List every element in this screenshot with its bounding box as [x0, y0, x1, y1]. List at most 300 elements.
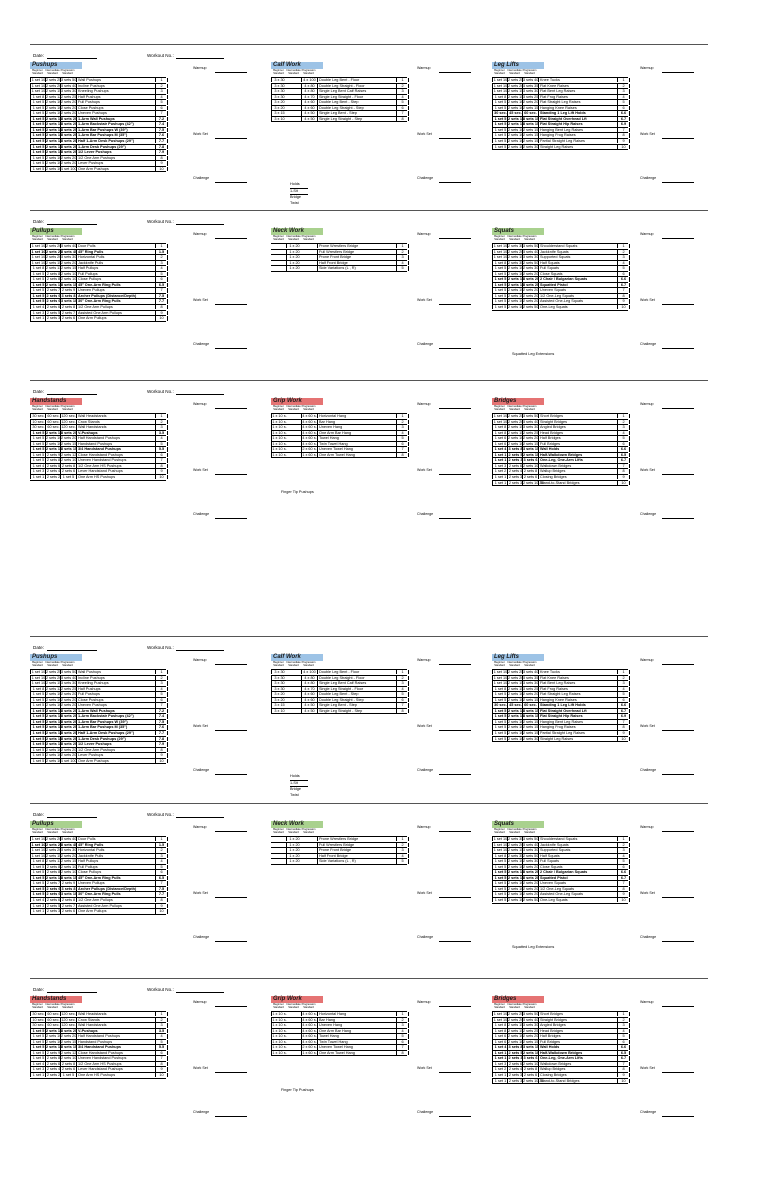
standard-cell: 1 set 10: [31, 853, 46, 858]
warmup-label: Warmup: [640, 402, 654, 406]
step-level: 1: [155, 78, 168, 82]
exercise-name: 45° One-Arm Ring Pulls: [76, 283, 156, 287]
table-row: [492, 737, 628, 743]
exercise-name: V-Pushups: [76, 1029, 156, 1033]
warmup-entry-line[interactable]: [662, 1006, 694, 1007]
step-level: 2: [155, 848, 168, 852]
standard-cell: 2 sets 2: [46, 1073, 61, 1078]
standard-cell: 1 set 5: [30, 447, 46, 451]
challenge-entry-line[interactable]: [662, 774, 694, 775]
exercise-name: Uneven Handstand Pushups: [76, 1056, 156, 1060]
exercise-name: Jackknife Pulls: [76, 854, 156, 858]
challenge-entry-line[interactable]: [439, 1116, 471, 1117]
column-header: Beginner Standard: [32, 69, 43, 75]
table-header: [492, 1004, 628, 1012]
challenge-label: Challenge: [193, 768, 210, 772]
column-header: Beginner Standard: [494, 828, 505, 834]
column-header: Beginner Standard: [494, 661, 505, 667]
section-title-pushups: Pushups: [30, 62, 82, 69]
step-level: 9: [617, 892, 630, 896]
section-title-calf: Calf Work: [271, 62, 323, 69]
standard-cell: 2 sets 6: [46, 305, 61, 310]
column-header: Intermediate Standard: [507, 69, 522, 75]
warmup-entry-line[interactable]: [439, 831, 471, 832]
standard-cell: 60 sec.: [45, 1018, 61, 1022]
work-set-entry-line[interactable]: [439, 897, 471, 898]
standard-cell: 1 set 5: [492, 709, 508, 713]
standard-cell: 3 sets 50: [523, 244, 539, 248]
standard-cell: 2 sets 10: [46, 447, 63, 452]
standard-cell: 1 set 5: [492, 731, 508, 735]
work-set-label: Work Set: [193, 298, 208, 302]
challenge-label: Challenge: [417, 512, 434, 516]
note-text: Twist: [290, 200, 299, 205]
step-level: 6.7: [617, 709, 630, 713]
step-level: 8: [617, 294, 630, 298]
exercise-name: Double Leg Bent - Step: [317, 100, 397, 104]
work-set-entry-line[interactable]: [439, 1072, 471, 1073]
exercise-name: Full Pushups: [76, 100, 156, 104]
date-field[interactable]: [47, 992, 97, 993]
standard-cell: 2 sets 25: [46, 670, 62, 674]
exercise-name: 1-Arm Desk Pushups (29"): [76, 737, 156, 741]
standard-cell: 1 set 8: [30, 687, 46, 691]
warmup-entry-line[interactable]: [662, 72, 694, 73]
standard-cell: 1 set 5: [30, 1040, 46, 1044]
standard-cell: 3 sets 15: [523, 1045, 540, 1050]
date-field[interactable]: [47, 394, 97, 395]
step-level: 1: [617, 670, 630, 674]
table-header: [492, 70, 628, 78]
challenge-entry-line[interactable]: [439, 518, 471, 519]
column-header: Beginner Standard: [494, 235, 505, 241]
standard-cell: 3 sets 20: [61, 127, 78, 132]
standard-cell: 1 set 8: [492, 261, 508, 265]
standard-cell: 2 sets 10: [508, 266, 524, 271]
work-set-entry-line[interactable]: [215, 1072, 247, 1073]
warmup-label: Warmup: [193, 1000, 207, 1004]
exercise-name: Wall Pushups: [76, 78, 156, 82]
exercise-name: Closing Bridges: [538, 475, 618, 479]
challenge-entry-line[interactable]: [439, 941, 471, 942]
standard-cell: 4 x 60 s.: [302, 425, 317, 430]
exercise-name: Half 1-Arm Desk Pushups (29"): [76, 731, 156, 735]
work-set-entry-line[interactable]: [662, 304, 694, 305]
step-level: 4: [396, 261, 409, 265]
exercise-name: 1-Arm Bar Pushups M (35"): [76, 133, 156, 137]
standard-cell: 1 set 5: [30, 892, 46, 896]
work-set-entry-line[interactable]: [662, 1072, 694, 1073]
warmup-entry-line[interactable]: [215, 1006, 247, 1007]
exercise-name: Double Leg Bent - Floor: [317, 670, 397, 674]
step-level: 9: [617, 1073, 630, 1077]
step-level: 7.5: [155, 128, 168, 132]
work-set-label: Work Set: [640, 1066, 655, 1070]
challenge-entry-line[interactable]: [215, 774, 247, 775]
standard-cell: 2 sets 35: [508, 853, 524, 858]
exercise-name: Single Leg Bent - Step: [317, 703, 397, 707]
step-level: 4: [155, 95, 168, 99]
challenge-label: Challenge: [640, 176, 657, 180]
workout-no-field[interactable]: [176, 394, 224, 395]
section-title-neck: Neck Work: [271, 228, 323, 235]
date-field[interactable]: [47, 650, 97, 651]
step-level: 10: [155, 1073, 168, 1077]
column-header: Intermediate Standard: [45, 405, 60, 411]
standard-cell: 2 sets 5: [508, 452, 523, 457]
warmup-entry-line[interactable]: [662, 664, 694, 665]
challenge-entry-line[interactable]: [662, 518, 694, 519]
exercise-name: Towel Hang: [317, 1034, 397, 1038]
warmup-entry-line[interactable]: [439, 664, 471, 665]
standard-cell: 2 sets 10: [46, 708, 63, 713]
step-level: 2: [396, 420, 409, 424]
step-level: 7: [396, 111, 409, 115]
exercise-name: Half Front Bridge: [317, 854, 397, 858]
date-field[interactable]: [47, 58, 97, 59]
warmup-label: Warmup: [193, 232, 207, 236]
standard-cell: 1 set 4: [30, 898, 46, 902]
challenge-entry-line[interactable]: [215, 348, 247, 349]
workout-no-field[interactable]: [176, 650, 224, 651]
step-level: 2: [396, 84, 409, 88]
challenge-entry-line[interactable]: [662, 941, 694, 942]
table-header: [30, 829, 166, 837]
standard-cell: 2 sets 20: [523, 864, 539, 869]
standard-cell: 3 x 30: [271, 89, 287, 93]
standard-cell: 2 sets 50: [523, 260, 539, 265]
standard-cell: 2 sets 10: [508, 144, 524, 149]
warmup-entry-line[interactable]: [439, 1006, 471, 1007]
table-header: [30, 1004, 166, 1012]
exercise-name: Flat Straight Hip Raises: [538, 714, 618, 718]
column-header: Intermediate Standard: [286, 235, 301, 241]
standard-cell: 60 sec.: [45, 425, 61, 429]
warmup-entry-line[interactable]: [215, 408, 247, 409]
column-header: Beginner Standard: [32, 405, 43, 411]
exercise-name: Angled Bridges: [538, 1023, 618, 1027]
date-label: Date:: [33, 812, 44, 817]
standard-cell: 2 sets 20: [61, 260, 77, 265]
standard-cell: 2 sets 20: [523, 271, 539, 276]
standard-cell: 3 sets 40: [523, 419, 539, 424]
step-level: 7: [396, 703, 409, 707]
standard-cell: 3 sets 40: [523, 670, 539, 674]
standard-cell: 2 sets 10: [46, 719, 63, 724]
step-level: 1: [396, 414, 409, 418]
column-header: Progression Standard: [522, 235, 537, 241]
work-set-entry-line[interactable]: [215, 138, 247, 139]
table-header: [492, 829, 628, 837]
exercise-name: Full Pullups: [76, 865, 156, 869]
warmup-entry-line[interactable]: [662, 408, 694, 409]
challenge-label: Challenge: [640, 1110, 657, 1114]
step-level: 9: [617, 299, 630, 303]
challenge-label: Challenge: [640, 768, 657, 772]
challenge-entry-line[interactable]: [662, 182, 694, 183]
warmup-entry-line[interactable]: [439, 72, 471, 73]
standard-cell: 2 sets 5: [46, 903, 61, 908]
warmup-entry-line[interactable]: [439, 408, 471, 409]
standard-cell: 2 sets 10: [46, 714, 63, 719]
work-set-entry-line[interactable]: [215, 474, 247, 475]
step-level: 4: [155, 859, 168, 863]
standard-cell: 1 x 60 s.: [302, 1050, 317, 1055]
standard-cell: 3 sets 20: [523, 875, 540, 880]
standard-cell: 3 sets 15: [523, 116, 540, 121]
date-label: Date:: [33, 645, 44, 650]
exercise-name: One Arm Pullups: [76, 909, 156, 913]
standard-cell: 2 sets 20: [46, 244, 62, 248]
standard-cell: 4 x 60: [301, 698, 317, 702]
exercise-name: Standing 1 Leg Lift Holds: [538, 111, 618, 115]
column-header: Progression Standard: [60, 235, 75, 241]
standard-cell: 2 sets 15: [46, 681, 62, 686]
standard-cell: 3 sets 50: [523, 1012, 539, 1016]
standard-cell: 4 x 50: [301, 703, 317, 707]
standard-cell: 2 sets 9: [61, 881, 76, 886]
step-level: 3: [155, 1023, 168, 1027]
exercise-name: 1-Arm Backstair Pushups (42"): [76, 714, 156, 718]
exercise-name: 1/2 Lever Pushups: [76, 150, 156, 154]
work-set-entry-line[interactable]: [662, 138, 694, 139]
exercise-name: One Arm Bar Hang: [317, 431, 397, 435]
challenge-entry-line[interactable]: [215, 518, 247, 519]
exercise-name: Wall Holds: [538, 1045, 618, 1049]
standard-cell: 1 set 5: [30, 703, 46, 707]
step-level: 3: [396, 1023, 409, 1027]
exercise-table-calf: [271, 662, 407, 714]
exercise-name: Kneeling Pushups: [76, 89, 156, 93]
standard-cell: 1 set 5: [30, 714, 46, 718]
challenge-entry-line[interactable]: [215, 941, 247, 942]
standard-cell: 1 set 3: [30, 469, 46, 473]
step-level: 6: [617, 698, 630, 702]
exercise-name: Wall Headstands: [76, 414, 156, 418]
standard-cell: 4 x 60 s.: [302, 1017, 317, 1022]
exercise-name: Horizontal Pulls: [76, 255, 156, 259]
exercise-name: Handstand Pushups: [76, 1040, 156, 1044]
exercise-name: Flat Frog Raises: [538, 95, 618, 99]
block-divider: [30, 803, 708, 804]
work-set-entry-line[interactable]: [439, 138, 471, 139]
standard-cell: 1 set 5: [492, 898, 508, 902]
work-set-entry-line[interactable]: [215, 730, 247, 731]
exercise-name: 1-Arm Wall Pushups: [76, 117, 156, 121]
standard-cell: 2 sets 20: [523, 288, 539, 293]
standard-cell: 1 set 1: [30, 909, 46, 913]
standard-cell: 1 set 6: [492, 1034, 508, 1038]
section-title-grip: Grip Work: [271, 398, 323, 405]
standard-cell: 2 sets 10: [508, 271, 524, 276]
standard-cell: 2 sets 8: [46, 277, 61, 282]
standard-cell: 2 sets 10: [508, 886, 524, 891]
standard-cell: 1 set 1: [492, 1073, 508, 1077]
table-header: [271, 662, 407, 670]
workout-no-field[interactable]: [176, 817, 224, 818]
work-set-entry-line[interactable]: [439, 474, 471, 475]
exercise-name: 45° Ring Pulls: [76, 843, 156, 847]
work-set-entry-line[interactable]: [662, 897, 694, 898]
step-level: 10: [155, 909, 168, 913]
standard-cell: 2 sets 20: [523, 1034, 539, 1039]
standard-cell: 1 set 5: [492, 283, 508, 287]
standard-cell: 2 sets 20: [508, 419, 524, 424]
standard-cell: 2 sets 10: [523, 463, 539, 468]
step-level: 1: [396, 244, 409, 248]
standard-cell: 1 x 20: [286, 837, 302, 841]
work-set-entry-line[interactable]: [439, 304, 471, 305]
standard-cell: 2 sets 15: [523, 1039, 539, 1044]
standard-cell: 45 sec.: [507, 111, 523, 115]
work-set-entry-line[interactable]: [662, 730, 694, 731]
workout-no-field[interactable]: [176, 224, 224, 225]
warmup-entry-line[interactable]: [662, 831, 694, 832]
exercise-name: Full Pullups: [76, 272, 156, 276]
standard-cell: 2 sets 10: [508, 731, 524, 736]
standard-cell: 3 x 30: [271, 687, 287, 691]
step-level: 7: [617, 464, 630, 468]
standard-cell: 1 set 1: [492, 458, 508, 462]
standard-cell: 1 set 10: [493, 89, 508, 94]
exercise-name: Flat Straight Overhead Lft: [538, 117, 618, 121]
block-divider: [30, 210, 708, 211]
exercise-name: Half Pushups: [76, 687, 156, 691]
column-header: Progression Standard: [301, 235, 316, 241]
warmup-label: Warmup: [640, 658, 654, 662]
standard-cell: 30 sec.: [30, 425, 46, 429]
standard-cell: 2 sets 10: [523, 1061, 539, 1066]
standard-cell: 2 sets 10: [508, 714, 525, 719]
work-set-label: Work Set: [417, 468, 432, 472]
standard-cell: 1 set 10: [31, 89, 46, 94]
standard-cell: 1 set 6: [492, 436, 508, 440]
exercise-name: Close Squats: [538, 865, 618, 869]
table-row: [271, 709, 407, 715]
standard-cell: 2 sets 10: [46, 875, 63, 880]
standard-cell: 2 sets 10: [508, 133, 524, 138]
challenge-entry-line[interactable]: [215, 1116, 247, 1117]
standard-cell: 2 sets 6: [46, 299, 61, 304]
standard-cell: 1 set 10: [493, 675, 508, 680]
standard-cell: 1 set 5: [30, 870, 46, 874]
exercise-name: Uneven Towel Hang: [317, 1045, 397, 1049]
exercise-name: Double Leg Straight - Step: [317, 698, 397, 702]
standard-cell: 1 set 3: [30, 904, 46, 908]
exercise-name: Half Pullups: [76, 266, 156, 270]
date-field[interactable]: [47, 224, 97, 225]
work-set-entry-line[interactable]: [215, 304, 247, 305]
standard-cell: 3 sets 40: [61, 249, 78, 254]
standard-cell: 1 set 1: [30, 316, 46, 320]
standard-cell: 1 set 10: [31, 842, 46, 847]
standard-cell: 2 sets 8: [46, 271, 61, 276]
column-header: Beginner Standard: [273, 1003, 284, 1009]
warmup-entry-line[interactable]: [662, 238, 694, 239]
exercise-name: Single Leg Bent Calf Raises: [317, 681, 397, 685]
workout-no-field[interactable]: [176, 58, 224, 59]
step-level: 5: [155, 1040, 168, 1044]
standard-cell: 3 sets 30: [523, 425, 539, 430]
section-title-grip: Grip Work: [271, 996, 323, 1003]
column-header: Intermediate Standard: [286, 661, 301, 667]
standard-cell: 2 sets 10: [61, 458, 77, 463]
challenge-entry-line[interactable]: [439, 348, 471, 349]
standard-cell: 3 x 20: [271, 692, 287, 696]
exercise-table-pullups: [30, 236, 166, 322]
standard-cell: 2 sets 15: [46, 853, 62, 858]
step-level: 4: [617, 854, 630, 858]
exercise-name: Half Bridges: [538, 436, 618, 440]
challenge-entry-line[interactable]: [662, 1116, 694, 1117]
standard-cell: 1 set 5: [30, 887, 46, 891]
warmup-entry-line[interactable]: [439, 238, 471, 239]
standard-cell: 2 sets 6: [46, 293, 61, 298]
exercise-name: Stand-to-Stand Bridges: [538, 481, 618, 485]
work-set-entry-line[interactable]: [439, 730, 471, 731]
work-set-label: Work Set: [640, 298, 655, 302]
standard-cell: 2 sets 20: [61, 703, 77, 708]
standard-cell: 2 sets 20: [508, 249, 524, 254]
step-level: 8: [617, 469, 630, 473]
standard-cell: 1 x 10 s.: [272, 419, 287, 424]
warmup-entry-line[interactable]: [215, 238, 247, 239]
column-header: Progression Standard: [60, 661, 75, 667]
warmup-entry-line[interactable]: [215, 831, 247, 832]
standard-cell: 2 sets 11: [46, 859, 62, 864]
work-set-label: Work Set: [193, 468, 208, 472]
challenge-entry-line[interactable]: [215, 182, 247, 183]
step-level: 5: [155, 865, 168, 869]
standard-cell: 1 x 10 s.: [272, 1050, 287, 1055]
standard-cell: 2 sets 20: [46, 848, 62, 853]
step-level: 7: [155, 881, 168, 885]
standard-cell: 2 sets 15: [46, 260, 62, 265]
work-set-entry-line[interactable]: [662, 474, 694, 475]
table-row: [30, 909, 166, 915]
exercise-name: 1/2 One Arm Pullups: [76, 898, 156, 902]
step-level: 2: [396, 843, 409, 847]
standard-cell: 1 set 10: [493, 670, 508, 674]
standard-cell: 1 set 100: [61, 166, 77, 171]
column-header: Beginner Standard: [494, 405, 505, 411]
date-field[interactable]: [47, 817, 97, 818]
exercise-name: Uneven Squats: [538, 288, 618, 292]
standard-cell: 2 sets 10: [508, 719, 524, 724]
step-level: 6: [396, 698, 409, 702]
exercise-name: 2 Chair / Bulgarian Squats: [538, 870, 618, 874]
warmup-entry-line[interactable]: [215, 72, 247, 73]
standard-cell: 2 sets 10: [508, 305, 524, 310]
step-level: 1: [155, 414, 168, 418]
standard-cell: 2 sets 3: [508, 1073, 523, 1078]
standard-cell: 2 sets 10: [508, 1034, 524, 1039]
step-level: 2: [617, 420, 630, 424]
work-set-entry-line[interactable]: [215, 897, 247, 898]
step-level: 10: [617, 1079, 630, 1083]
exercise-name: 45° Ring Pulls: [76, 250, 156, 254]
standard-cell: 30 sec.: [30, 1012, 46, 1016]
standard-cell: 2 sets 15: [523, 133, 539, 138]
step-level: 6.6: [617, 870, 630, 874]
warmup-entry-line[interactable]: [215, 664, 247, 665]
challenge-entry-line[interactable]: [439, 774, 471, 775]
workout-no-field[interactable]: [176, 992, 224, 993]
challenge-entry-line[interactable]: [662, 348, 694, 349]
step-level: 10: [155, 759, 168, 763]
challenge-entry-line[interactable]: [439, 182, 471, 183]
standard-cell: 3 sets 50: [61, 78, 77, 82]
